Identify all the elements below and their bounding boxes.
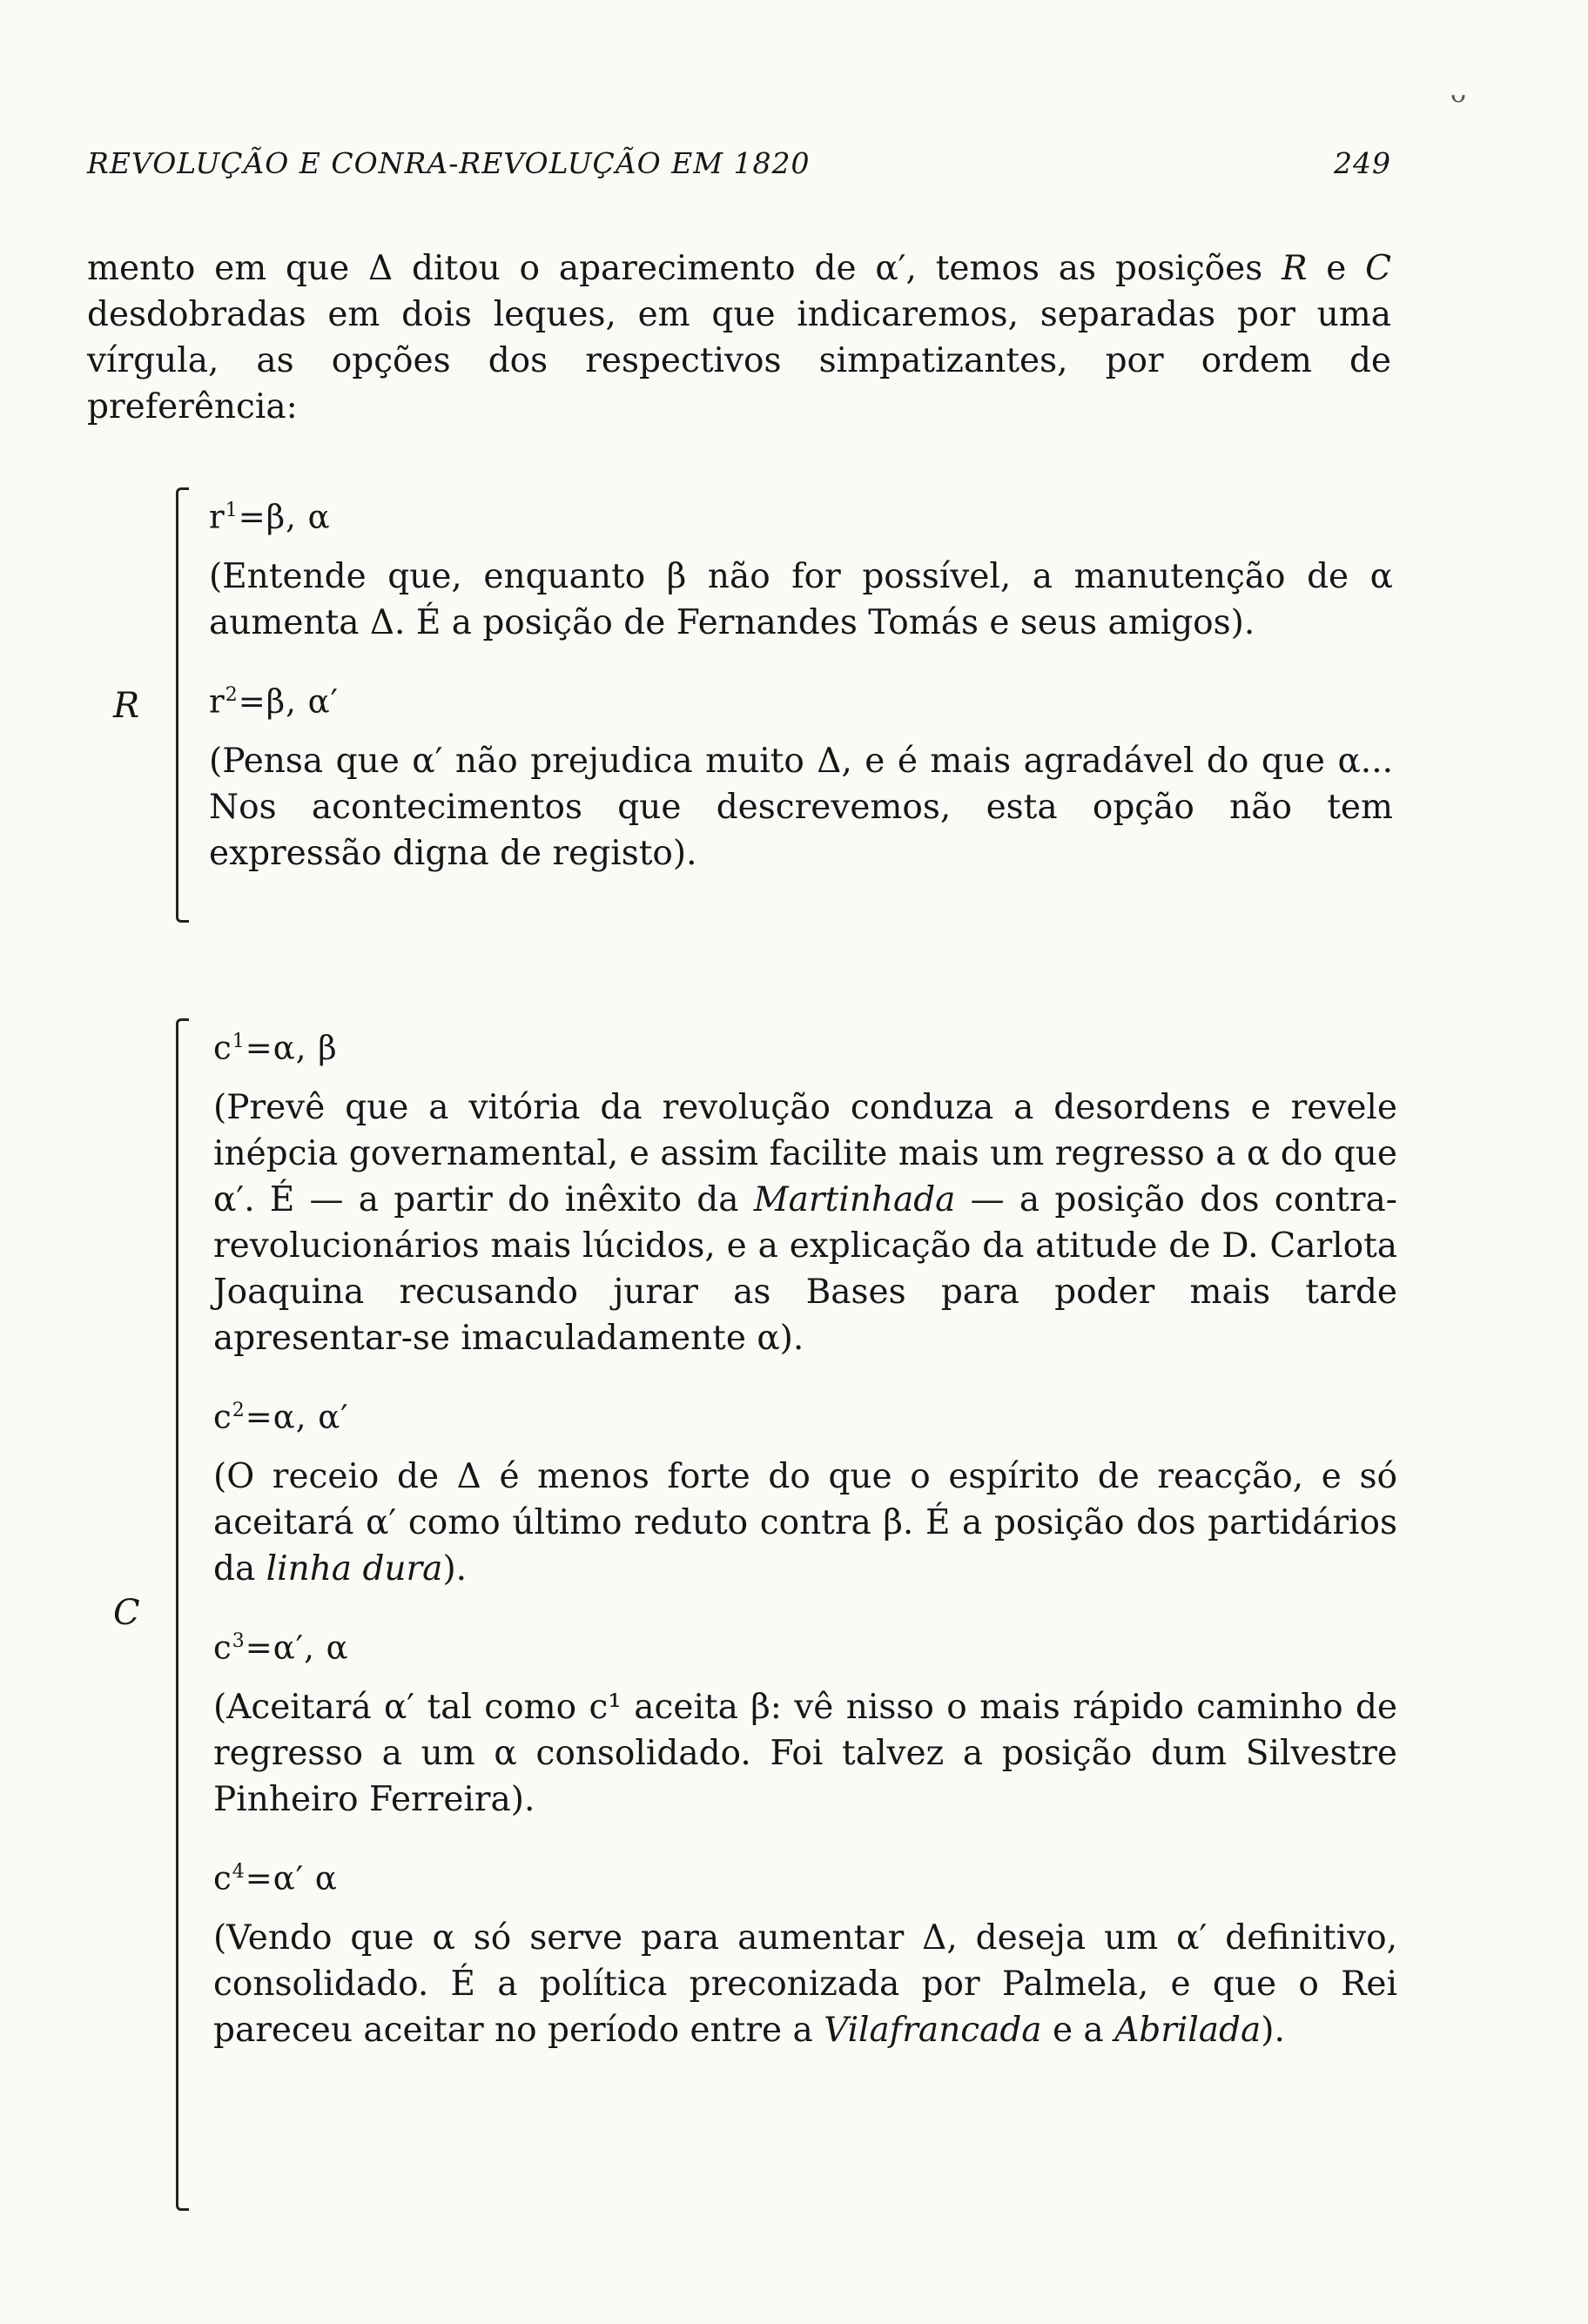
explanation-c3	[213, 1684, 1397, 1823]
formula-c4-sup: 4	[232, 1861, 246, 1883]
formula-r1-rest: =β, α	[238, 498, 331, 536]
group-c	[113, 1018, 1402, 2211]
formula-c4-base: c	[213, 1859, 232, 1897]
formula-c4	[213, 1849, 1397, 1896]
c2-italic: linha dura	[266, 1549, 443, 1589]
running-header	[87, 146, 1391, 180]
c1-text-end: — a posição dos contra-revolucionários mais lúcidos, e a explicação da atitude de D. Carlota Joaquina recusando jurar as Bases para poder mais tarde apresentar-se imaculadamente α).	[213, 1180, 1397, 1358]
c4-text-mid: e a	[1041, 2011, 1115, 2050]
c4-text-1: (Vendo que α só serve para aumentar Δ, deseja um α′ definitivo, consolidado. É a política preconizada por Palmela, e que o Rei pareceu aceitar no período entre a	[213, 1918, 1397, 2050]
explanation-c4	[213, 1915, 1397, 2053]
intro-paragraph	[87, 245, 1391, 430]
page-number: 249	[1334, 146, 1391, 180]
formula-c2-base: c	[213, 1398, 232, 1436]
explanation-r1: (Entende que, enquanto β não for possível, a manutenção de α aumenta Δ. É a posição de Fernandes Tomás e seus amigos).	[209, 557, 1393, 642]
running-title: REVOLUÇÃO E CONRA-REVOLUÇÃO EM 1820	[87, 146, 811, 180]
group-c-label: C	[113, 1593, 140, 1633]
explanation-c1	[213, 1085, 1397, 1361]
formula-c3-sup: 3	[232, 1630, 246, 1652]
group-r-label: R	[113, 686, 140, 726]
formula-c1	[213, 1018, 1397, 1065]
formula-c2-sup: 2	[232, 1400, 246, 1421]
c4-italic-1: Vilafrancada	[824, 2011, 1042, 2050]
formula-c3-base: c	[213, 1629, 232, 1667]
pencil-mark: ᴗ	[1450, 78, 1467, 109]
group-r-items	[209, 487, 1393, 903]
intro-text-2: e	[1307, 249, 1366, 288]
intro-text-1: mento em que Δ ditou o aparecimento de α′, temos as posições	[87, 249, 1282, 288]
formula-r1-base: r	[209, 498, 225, 536]
formula-r1-sup: 1	[225, 500, 239, 521]
c3-text-1: (Aceitará α′ tal como c¹ aceita β: vê nisso o mais rápido caminho de regresso a um α consolidado. Foi talvez a posição dum Silvestre Pinheiro Ferreira).	[213, 1688, 1397, 1819]
formula-r2	[209, 672, 1393, 719]
intro-text-3: desdobradas em dois leques, em que indicaremos, separadas por uma vírgula, as opções dos respectivos simpatizantes, por ordem de preferência:	[87, 295, 1391, 427]
group-c-items	[213, 1018, 1397, 2053]
formula-r2-sup: 2	[225, 684, 239, 706]
formula-c3-rest: =α′, α	[245, 1629, 349, 1667]
formula-c4-rest: =α′ α	[245, 1859, 338, 1897]
group-r-brace	[176, 487, 189, 923]
formula-c2-rest: =α, α′	[245, 1398, 349, 1436]
formula-r2-rest: =β, α′	[238, 682, 339, 721]
formula-r2-base: r	[209, 682, 225, 721]
c2-text-end: ).	[442, 1549, 468, 1589]
formula-c1-sup: 1	[232, 1031, 246, 1052]
intro-r: R	[1282, 249, 1308, 288]
formula-c1-rest: =α, β	[245, 1029, 338, 1067]
c1-italic: Martinhada	[753, 1180, 956, 1219]
formula-r1	[209, 487, 1393, 534]
formula-c2	[213, 1387, 1397, 1434]
intro-c: C	[1365, 249, 1391, 288]
formula-c1-base: c	[213, 1029, 232, 1067]
c2-text-1: (O receio de Δ é menos forte do que o espírito de reacção, e só aceitará α′ como último reduto contra β. É a posição dos partidários da	[213, 1457, 1397, 1589]
c4-text-end: ).	[1261, 2011, 1285, 2050]
group-c-brace	[176, 1018, 189, 2211]
explanation-c2	[213, 1454, 1397, 1592]
c4-italic-2: Abrilada	[1114, 2011, 1262, 2050]
formula-c3	[213, 1618, 1397, 1665]
c1-text-1: (Prevê que a vitória da revolução conduza a desordens e revele inépcia governamental, e assim facilite mais um regresso a α do que α′. É — a partir do inêxito da	[213, 1088, 1397, 1219]
group-r	[113, 487, 1402, 923]
explanation-r2: (Pensa que α′ não prejudica muito Δ, e é mais agradável do que α... Nos acontecimentos que descrevemos, esta opção não tem expressão digna de registo).	[209, 742, 1393, 873]
